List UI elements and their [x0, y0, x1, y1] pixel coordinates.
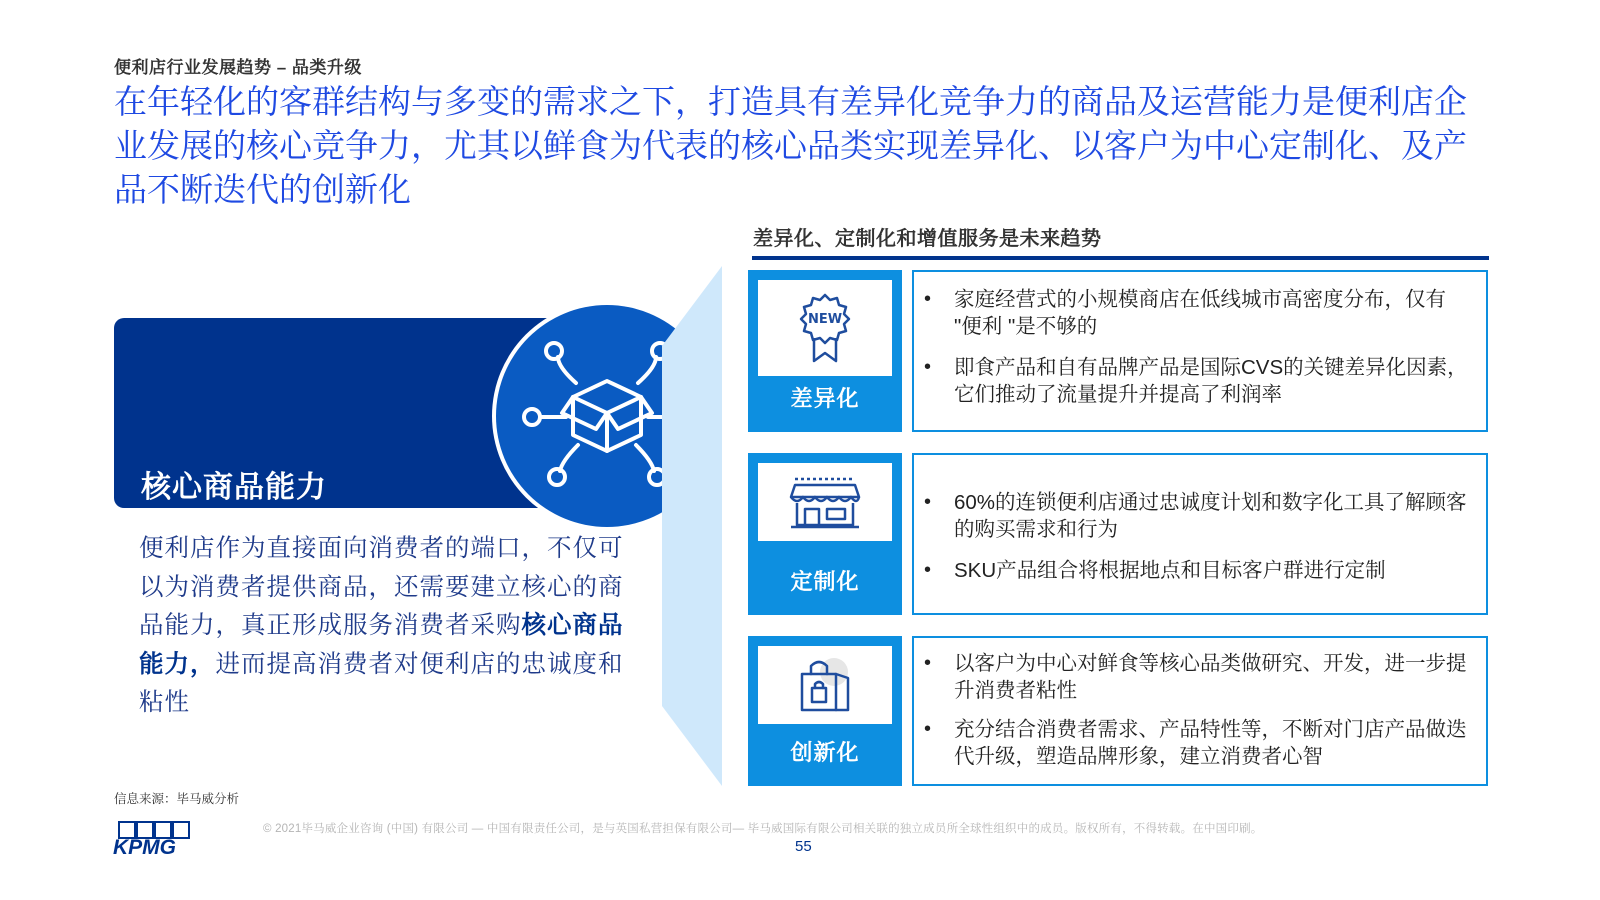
category-icon-panel — [758, 280, 892, 376]
category-label: 定制化 — [790, 569, 860, 594]
trends-title: 差异化、定制化和增值服务是未来趋势 — [753, 228, 1102, 250]
kpmg-logo — [113, 820, 199, 856]
category-description-box — [912, 270, 1488, 432]
source-note: 信息来源：毕马威分析 — [114, 792, 240, 806]
category-description-box — [912, 453, 1488, 615]
core-description-highlight: 核心商品能力， — [139, 612, 624, 678]
category-icon-panel — [758, 646, 892, 724]
page-title: 在年轻化的客群结构与多变的需求之下，打造具有差异化竞争力的商品及运营能力是便利店企业发展的核心竞争力，尤其以鲜食为代表的核心品类实现差异化、以客户为中心定制化、及产品不断迭代的创新化 — [114, 83, 1467, 208]
bullet-item: • 以客户为中心对鲜食等核心品类做研究、开发，进一步提升消费者粘性 — [914, 650, 1486, 704]
storefront-icon — [785, 471, 865, 533]
bullet-item: • 60%的连锁便利店通过忠诚度计划和数字化工具了解顾客的购买需求和行为 — [914, 489, 1486, 543]
bullet-list — [914, 286, 1486, 408]
bullet-item: • 即食产品和自有品牌产品是国际CVS的关键差异化因素，它们推动了流量提升并提高了利润率 — [914, 354, 1486, 408]
bullet-item: • 充分结合消费者需求、产品特性等，不断对门店产品做迭代升级，塑造品牌形象，建立消费者心智 — [914, 716, 1486, 770]
breadcrumb: 便利店行业发展趋势 – 品类升级 — [114, 58, 362, 77]
new-badge-icon — [792, 291, 858, 365]
bullet-list — [914, 489, 1486, 584]
funnel-connector — [662, 266, 722, 786]
copyright-notice: © 2021毕马威企业咨询 (中国) 有限公司 — 中国有限责任公司，是与英国私营担保有限公司— 毕马威国际有限公司相关联的独立成员所全球性组织中的成员。版权所有，不得转载。在中国印刷。 — [263, 823, 1263, 835]
shopping-bag-icon — [794, 654, 856, 716]
category-description-box — [912, 636, 1488, 786]
category-innovation — [748, 636, 902, 786]
category-label: 差异化 — [790, 386, 860, 411]
trends-divider — [752, 256, 1489, 260]
bullet-list — [914, 650, 1486, 770]
category-label: 创新化 — [790, 740, 860, 765]
core-description: 便利店作为直接面向消费者的端口，不仅可以为消费者提供商品，还需要建立核心的商品能力，真正形成服务消费者采购核心商品能力，进而提高消费者对便利店的忠诚度和粘性 — [139, 535, 624, 716]
bullet-item: • 家庭经营式的小规模商店在低线城市高密度分布，仅有 "便利 "是不够的 — [914, 286, 1486, 340]
bullet-item: • SKU产品组合将根据地点和目标客户群进行定制 — [914, 557, 1486, 584]
core-title: 核心商品能力 — [141, 471, 327, 504]
category-differentiation — [748, 270, 902, 432]
svg-text:NEW: NEW — [807, 312, 843, 327]
category-customization — [748, 453, 902, 615]
page-number: 55 — [795, 838, 812, 855]
svg-text:KPMG: KPMG — [113, 836, 176, 856]
category-icon-panel — [758, 463, 892, 541]
